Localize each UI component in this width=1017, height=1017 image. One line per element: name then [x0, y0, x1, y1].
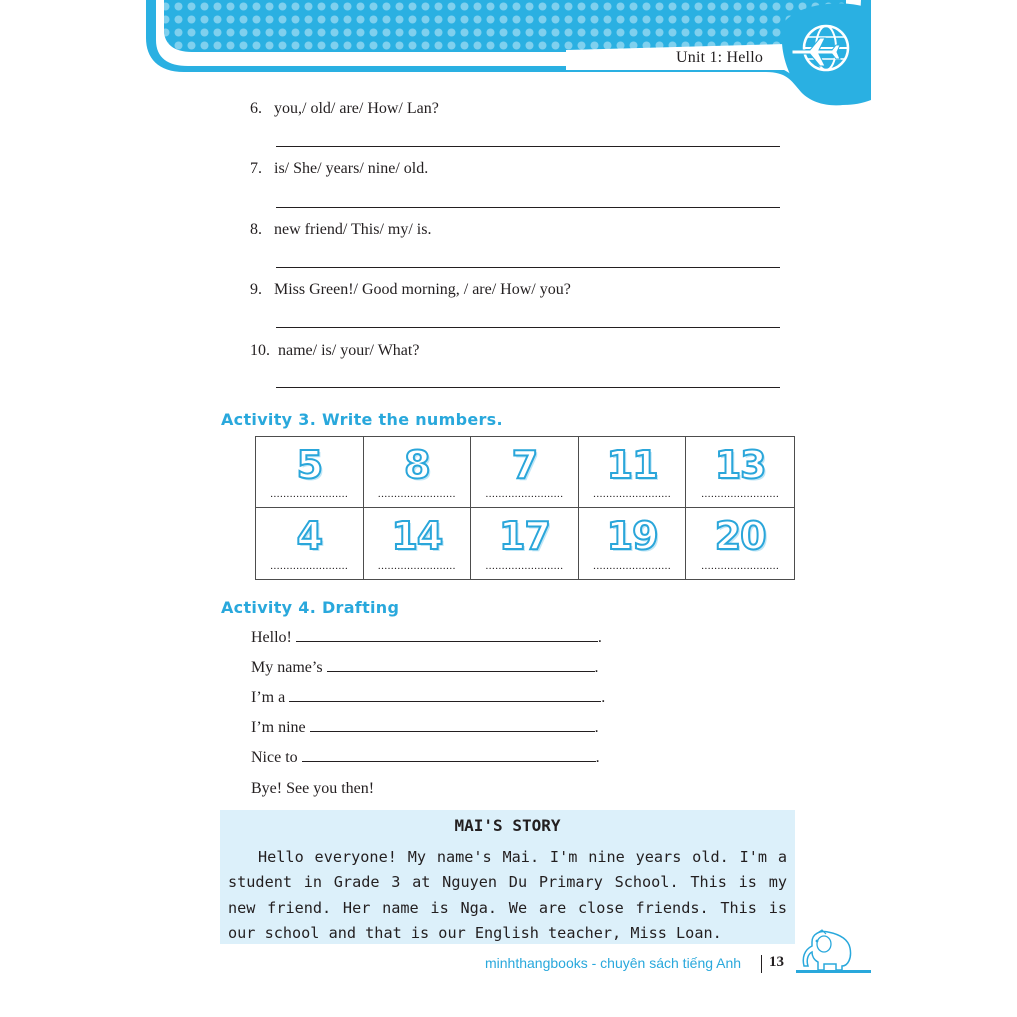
number-digit: 14 — [391, 514, 443, 558]
number-answer-blank[interactable]: ........................ — [701, 488, 780, 500]
draft-blank[interactable] — [310, 719, 595, 732]
footer-rule — [796, 970, 871, 973]
number-cell — [579, 437, 687, 508]
draft-blank[interactable] — [289, 689, 601, 702]
question-text: Miss Green!/ Good morning, / are/ How/ you? — [274, 281, 571, 298]
draft-prefix: My name’s — [251, 659, 323, 676]
draft-suffix: . — [594, 659, 599, 676]
footer-separator — [761, 955, 762, 973]
answer-line[interactable] — [276, 207, 780, 208]
footer-publisher: minhthangbooks - chuyên sách tiếng Anh — [485, 955, 742, 971]
question-number: 7. — [250, 160, 262, 177]
answer-line[interactable] — [276, 146, 780, 147]
number-answer-blank[interactable]: ........................ — [485, 488, 564, 500]
draft-prefix: I’m nine — [251, 719, 306, 736]
question-text: name/ is/ your/ What? — [278, 342, 420, 359]
number-answer-blank[interactable]: ........................ — [593, 560, 672, 572]
question-text: new friend/ This/ my/ is. — [274, 221, 432, 238]
number-cell — [256, 508, 364, 579]
number-digit: 13 — [714, 443, 766, 487]
draft-prefix: Nice to — [251, 749, 298, 766]
draft-suffix: . — [597, 629, 602, 646]
activity-3-title: Activity 3. Write the numbers. — [221, 410, 503, 429]
question-item — [250, 160, 428, 178]
answer-line[interactable] — [276, 387, 780, 388]
draft-blank[interactable] — [302, 749, 596, 762]
question-text: you,/ old/ are/ How/ Lan? — [274, 100, 439, 117]
number-answer-blank[interactable]: ........................ — [701, 560, 780, 572]
story-title: MAI'S STORY — [454, 816, 561, 835]
globe-airplane-icon — [790, 20, 854, 76]
question-item — [250, 281, 571, 299]
number-cell — [686, 437, 794, 508]
draft-blank[interactable] — [327, 659, 595, 672]
draft-line — [251, 659, 599, 677]
number-cell — [471, 508, 579, 579]
draft-prefix: I’m a — [251, 689, 286, 706]
draft-line — [251, 719, 599, 737]
story-box — [220, 810, 795, 944]
number-cell — [579, 508, 687, 579]
number-digit: 20 — [714, 514, 766, 558]
number-digit: 11 — [606, 443, 658, 487]
number-digit: 7 — [511, 443, 538, 487]
question-number: 10. — [250, 342, 270, 359]
number-digit: 17 — [499, 514, 550, 558]
number-cell — [364, 508, 472, 579]
question-number: 6. — [250, 100, 262, 117]
number-cell — [256, 437, 364, 508]
activity-4-title: Activity 4. Drafting — [221, 598, 400, 617]
answer-line[interactable] — [276, 267, 780, 268]
question-item — [250, 342, 419, 360]
number-answer-blank[interactable]: ........................ — [377, 488, 456, 500]
draft-prefix: Hello! — [251, 629, 292, 646]
draft-closing: Bye! See you then! — [251, 780, 375, 797]
page-number: 13 — [769, 954, 784, 970]
draft-suffix: . — [595, 749, 600, 766]
unit-title: Unit 1: Hello — [676, 49, 764, 66]
story-paragraph: Hello everyone! My name's Mai. I'm nine years old. I'm a student in Grade 3 at Nguyen Du Primary School. This is my new friend. Her name is Nga. We are close friends. This is our school and that is our English teacher, Miss Loan. — [228, 848, 787, 942]
draft-blank[interactable] — [296, 629, 598, 642]
draft-line — [251, 629, 602, 647]
draft-suffix: . — [601, 689, 606, 706]
answer-line[interactable] — [276, 327, 780, 328]
number-answer-blank[interactable]: ........................ — [485, 560, 564, 572]
draft-suffix: . — [594, 719, 599, 736]
elephant-mascot-icon — [802, 928, 854, 972]
question-item — [250, 221, 431, 239]
number-answer-blank[interactable]: ........................ — [270, 560, 349, 572]
number-answer-blank[interactable]: ........................ — [593, 488, 672, 500]
number-digit: 19 — [606, 514, 658, 558]
question-item — [250, 100, 439, 118]
number-digit: 5 — [296, 443, 323, 487]
numbers-grid — [255, 436, 795, 580]
number-cell — [686, 508, 794, 579]
number-answer-blank[interactable]: ........................ — [270, 488, 349, 500]
number-digit: 8 — [404, 443, 430, 487]
question-number: 8. — [250, 221, 262, 238]
question-text: is/ She/ years/ nine/ old. — [274, 160, 429, 177]
story-text — [228, 845, 787, 946]
number-cell — [471, 437, 579, 508]
question-number: 9. — [250, 281, 262, 298]
draft-line — [251, 689, 605, 707]
number-answer-blank[interactable]: ........................ — [377, 560, 456, 572]
draft-line — [251, 749, 600, 767]
number-cell — [364, 437, 472, 508]
number-digit: 4 — [296, 514, 323, 558]
